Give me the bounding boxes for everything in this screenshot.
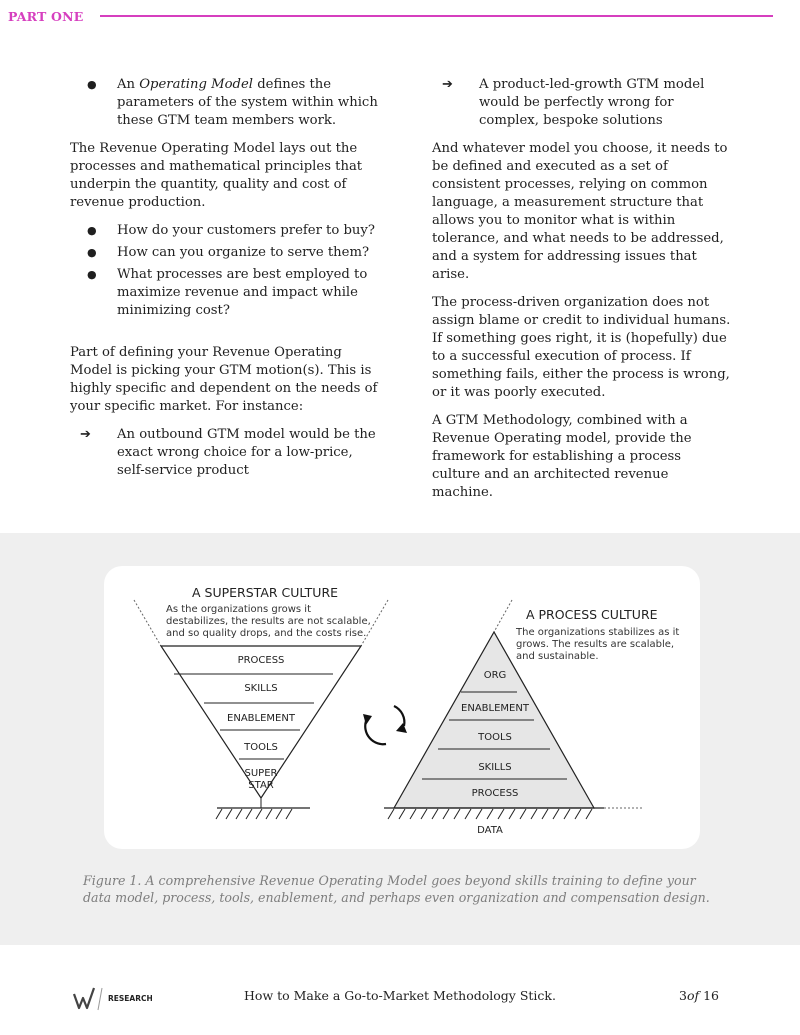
superstar-desc-line: As the organizations grows it xyxy=(166,604,312,615)
superstar-tip-label: SUPER xyxy=(244,768,278,779)
arrow-item xyxy=(70,426,382,480)
superstar-title: A SUPERSTAR CULTURE xyxy=(192,585,339,600)
bullet-item xyxy=(70,222,382,240)
arrow-text: An outbound GTM model would be the exact wrong choice for a low-price, self-service product xyxy=(117,427,376,478)
paragraph: A GTM Methodology, combined with a Revenue Operating model, provide the framework for establishing a process culture and an architected revenue machine. xyxy=(432,413,692,500)
process-desc-line: grows. The results are scalable, xyxy=(516,639,675,650)
superstar-desc-line: destabilizes, the results are not scalable, xyxy=(166,616,371,627)
bullet-item xyxy=(70,76,382,130)
emphasis-operating-model: Operating Model xyxy=(139,77,253,92)
bullet-dot-icon: ● xyxy=(87,78,97,91)
left-column xyxy=(70,76,382,484)
arrow-right-icon: ➔ xyxy=(442,77,453,92)
process-title: A PROCESS CULTURE xyxy=(526,607,658,622)
paragraph: The process-driven organization does not assign blame or credit to individual humans. If something goes right, it is (hopefully) due to a successful execution of process. If something fails, either the process is wrong, or it was poorly executed. xyxy=(432,295,731,400)
arrow-text: A product-led-growth GTM model would be perfectly wrong for complex, bespoke solutions xyxy=(479,77,705,128)
arrow-right-icon: ➔ xyxy=(80,427,91,442)
bullet-text: How do your customers prefer to buy? xyxy=(117,223,375,238)
bullet-item xyxy=(70,266,382,320)
superstar-desc-line: and so quality drops, and the costs rise. xyxy=(166,628,367,639)
process-desc-line: and sustainable. xyxy=(516,651,599,662)
process-layer-label: ORG xyxy=(483,670,507,681)
superstar-tip-label: STAR xyxy=(248,780,274,791)
bullet-text: What processes are best employed to maximize revenue and impact while minimizing cost? xyxy=(117,267,368,318)
arrow-item xyxy=(432,76,732,130)
superstar-layer-label: TOOLS xyxy=(244,742,278,753)
right-column xyxy=(432,76,732,512)
process-desc-line: The organizations stabilizes as it xyxy=(516,627,680,638)
paragraph: The Revenue Operating Model lays out the processes and mathematical principles that underpin the quantity, quality and cost of revenue production. xyxy=(70,141,363,210)
paragraph: Part of defining your Revenue Operating Model is picking your GTM motion(s). This is highly specific and dependent on the needs of your specific market. For instance: xyxy=(70,345,378,414)
section-label: PART ONE xyxy=(8,9,84,24)
superstar-layer-label: SKILLS xyxy=(244,683,278,694)
bullet-text: How can you organize to serve them? xyxy=(117,245,370,260)
superstar-layer-label: PROCESS xyxy=(237,655,285,666)
page-header xyxy=(0,0,800,34)
process-layer-label: PROCESS xyxy=(471,788,519,799)
process-layer-label: TOOLS xyxy=(478,732,512,743)
superstar-layer-label: ENABLEMENT xyxy=(227,713,295,724)
page-number: 3of 16 xyxy=(679,988,719,1003)
document-title: How to Make a Go-to-Market Methodology Stick. xyxy=(244,988,556,1003)
paragraph: And whatever model you choose, it needs to be defined and executed as a set of consistent processes, relying on common language, a measurement structure that allows you to monitor what is within tolerance, and what needs to be addressed, and a system for addressing issues that arise. xyxy=(432,141,728,282)
bullet-dot-icon: ● xyxy=(87,246,97,259)
svg-text:RESEARCH: RESEARCH xyxy=(108,994,152,1003)
cycle-arrows-icon xyxy=(365,706,404,744)
process-base-label: DATA xyxy=(477,825,503,836)
culture-diagram xyxy=(104,566,700,849)
bullet-text: An Operating Model defines the parameters of the system within which these GTM team members work. xyxy=(117,77,378,128)
figure-caption: Figure 1. A comprehensive Revenue Operating Model goes beyond skills training to define your data model, process, tools, enablement, and perhaps even organization and compensation design. xyxy=(83,873,710,905)
bullet-dot-icon: ● xyxy=(87,224,97,237)
bullet-dot-icon: ● xyxy=(87,268,97,281)
figure-card xyxy=(104,566,700,849)
header-rule xyxy=(100,15,773,17)
bullet-item xyxy=(70,244,382,262)
process-layer-label: SKILLS xyxy=(478,762,512,773)
process-layer-label: ENABLEMENT xyxy=(461,703,529,714)
